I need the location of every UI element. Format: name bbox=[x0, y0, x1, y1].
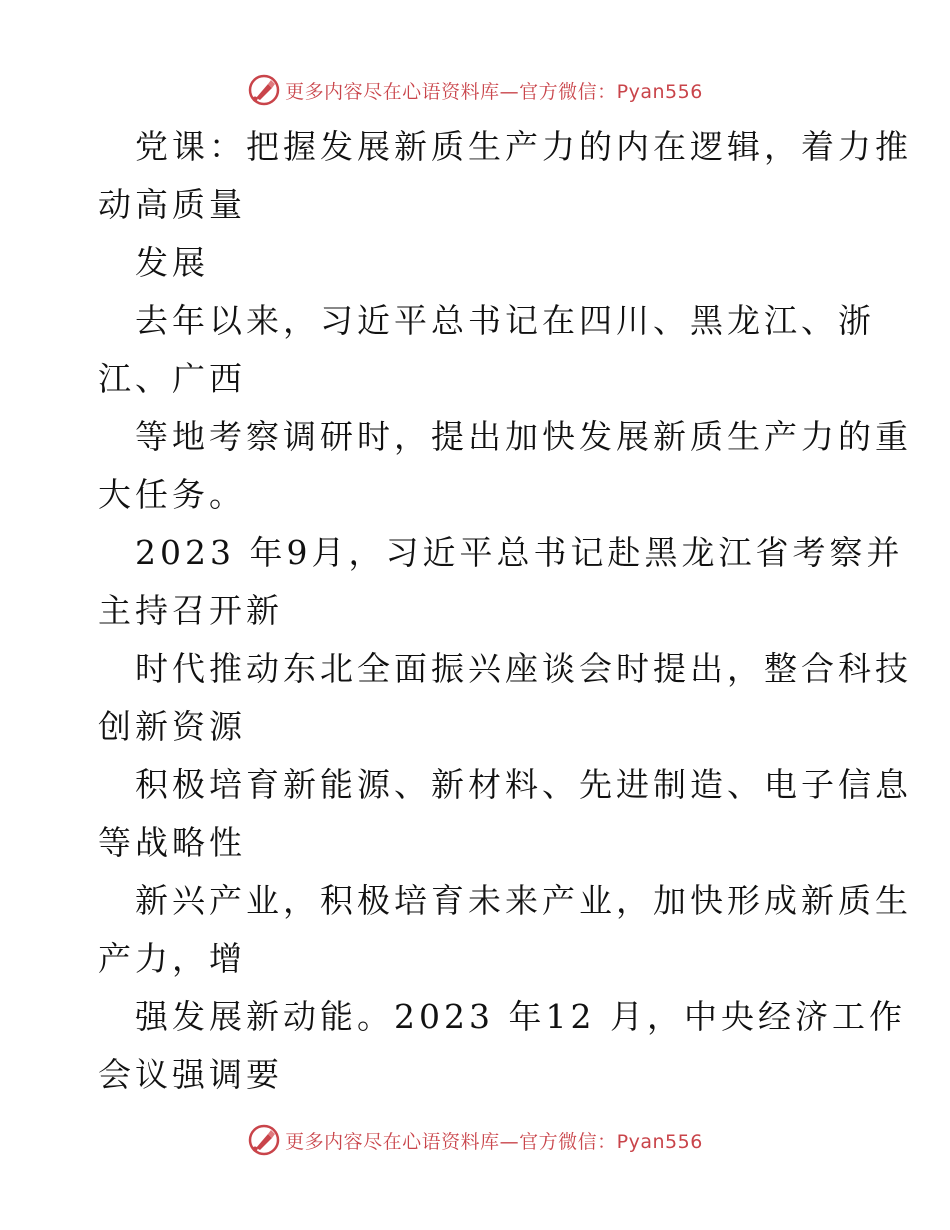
footer-watermark-banner bbox=[0, 1120, 950, 1160]
body-line: 会议强调要 bbox=[98, 1055, 283, 1094]
body-line: 2023 年9月，习近平总书记赴黑龙江省考察并 bbox=[135, 533, 904, 572]
body-line: 主持召开新 bbox=[98, 591, 283, 630]
body-line: 党课：把握发展新质生产力的内在逻辑，着力推 bbox=[135, 127, 912, 166]
header-ad-text: 更多内容尽在心语资料库—官方微信：Pyan556 bbox=[285, 80, 703, 103]
body-line: 产力，增 bbox=[98, 939, 246, 978]
pen-nib-logo-icon bbox=[247, 73, 281, 107]
body-line: 创新资源 bbox=[98, 707, 246, 746]
body-line: 等战略性 bbox=[98, 823, 246, 862]
header-watermark-banner bbox=[0, 70, 950, 110]
body-line: 动高质量 bbox=[98, 185, 246, 224]
body-line: 发展 bbox=[135, 243, 209, 282]
body-line: 积极培育新能源、新材料、先进制造、电子信息 bbox=[135, 765, 912, 804]
footer-ad-text: 更多内容尽在心语资料库—官方微信：Pyan556 bbox=[285, 1130, 703, 1153]
body-line: 新兴产业，积极培育未来产业，加快形成新质生 bbox=[135, 881, 912, 920]
body-line: 强发展新动能。2023 年12 月，中央经济工作 bbox=[135, 997, 906, 1036]
body-line: 去年以来，习近平总书记在四川、黑龙江、浙 bbox=[135, 301, 875, 340]
body-line: 江、广西 bbox=[98, 359, 246, 398]
pen-nib-logo-icon bbox=[247, 1123, 281, 1157]
body-line: 时代推动东北全面振兴座谈会时提出，整合科技 bbox=[135, 649, 912, 688]
body-line: 等地考察调研时，提出加快发展新质生产力的重 bbox=[135, 417, 912, 456]
body-line: 大任务。 bbox=[98, 475, 246, 514]
